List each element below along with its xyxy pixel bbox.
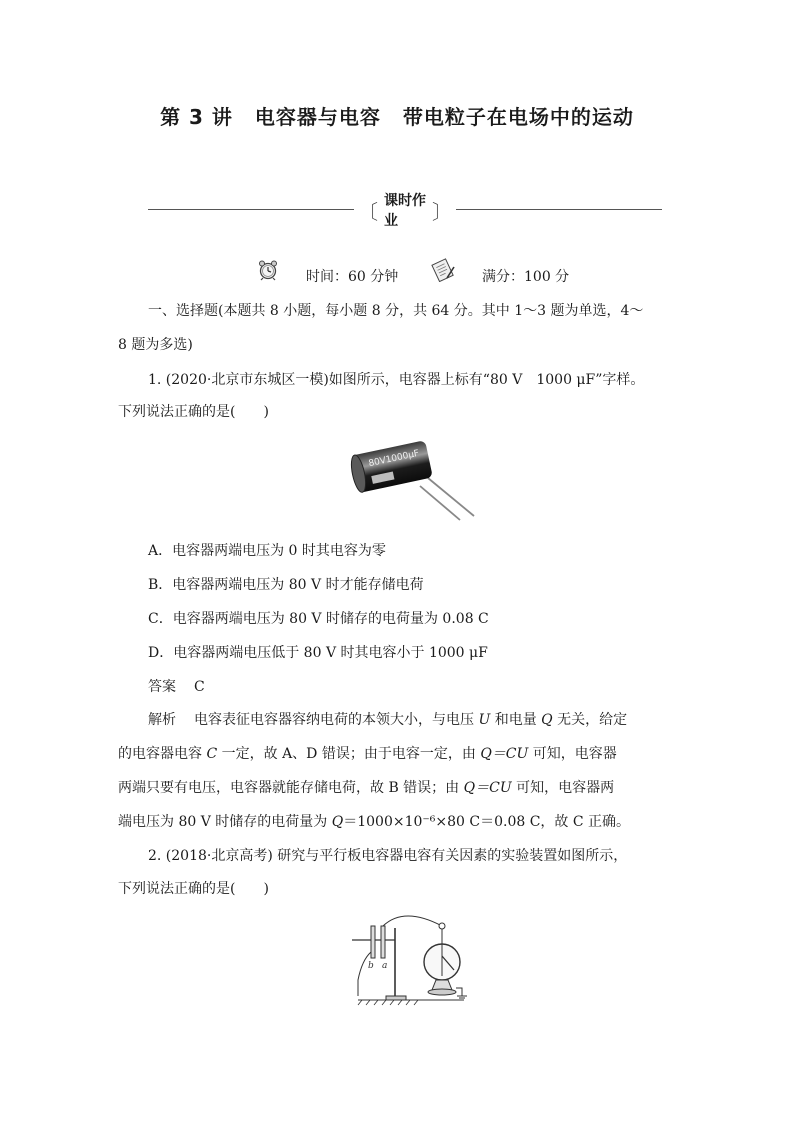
ground-wire — [358, 952, 371, 996]
electroscope-apparatus-figure — [344, 910, 474, 1010]
plate-a — [381, 926, 385, 958]
q1-analysis-line3: 两端只要有电压，电容器就能存储电荷，故 B 错误；由 Q＝CU 可知，电容器两 — [118, 780, 615, 796]
q1-option-b: B．电容器两端电压为 80 V 时才能存储电荷 — [148, 577, 424, 593]
full-score: 满分：100 分 — [482, 269, 570, 285]
section-intro-line1: 一、选择题(本题共 8 小题，每小题 8 分，共 64 分。其中 1～3 题为单选，4～ — [148, 303, 644, 319]
electroscope-knob — [439, 923, 445, 929]
score-sheet-icon — [430, 258, 456, 282]
section-label: 〔 课时作业 〕 — [358, 193, 452, 229]
q1-option-a: A．电容器两端电压为 0 时其电容为零 — [148, 543, 386, 559]
divider-right — [456, 209, 662, 210]
title-part1: 电容器与电容 — [254, 105, 381, 129]
capacitor-lead — [420, 486, 460, 520]
q1-answer — [148, 676, 205, 696]
answer-value: C — [194, 679, 205, 695]
electroscope-ground-wire — [456, 988, 462, 996]
alarm-clock-icon — [257, 259, 279, 281]
figure-label-b: b — [368, 961, 374, 971]
q1-analysis-line1: 解析 电容表征电容器容纳电荷的本领大小，与电压 U 和电量 Q 无关，给定 — [148, 712, 628, 728]
electroscope-base — [428, 989, 456, 995]
figure-label-a: a — [382, 961, 388, 971]
capacitor-figure — [340, 430, 480, 525]
divider-left — [148, 209, 354, 210]
capacitor-marking: 80V1000μF — [367, 448, 421, 470]
time-limit: 时间：60 分钟 — [306, 269, 399, 285]
connecting-wire — [383, 916, 442, 926]
q1-analysis-line4: 端电压为 80 V 时储存的电荷量为 Q＝1000×10⁻⁶×80 C＝0.08 C，故 C 正确。 — [118, 814, 631, 830]
q1-stem-line1: 1. (2020·北京市东城区一模)如图所示，电容器上标有“80 V 1000 μF”字样。 — [148, 372, 645, 388]
page-title — [0, 101, 794, 130]
lecture-number: 第 3 讲 — [160, 105, 233, 129]
capacitor-lead — [428, 478, 474, 516]
q1-analysis-line2: 的电容器电容 C 一定，故 A、D 错误；由于电容一定，由 Q＝CU 可知，电容器 — [118, 746, 617, 762]
plate-b — [371, 926, 375, 958]
section-intro-line2: 8 题为多选) — [118, 337, 193, 353]
answer-label: 答案 — [148, 679, 176, 695]
title-part2: 带电粒子在电场中的运动 — [402, 105, 634, 129]
analysis-label: 解析 — [148, 712, 176, 728]
q2-stem-line2: 下列说法正确的是( ) — [118, 881, 269, 897]
q1-stem-line2: 下列说法正确的是( ) — [118, 404, 269, 420]
q1-option-d: D．电容器两端电压低于 80 V 时其电容小于 1000 μF — [148, 645, 488, 661]
q1-option-c: C．电容器两端电压为 80 V 时储存的电荷量为 0.08 C — [148, 611, 489, 627]
q2-stem-line1: 2. (2018·北京高考) 研究与平行板电容器电容有关因素的实验装置如图所示， — [148, 848, 628, 864]
stand-base — [386, 996, 406, 1000]
